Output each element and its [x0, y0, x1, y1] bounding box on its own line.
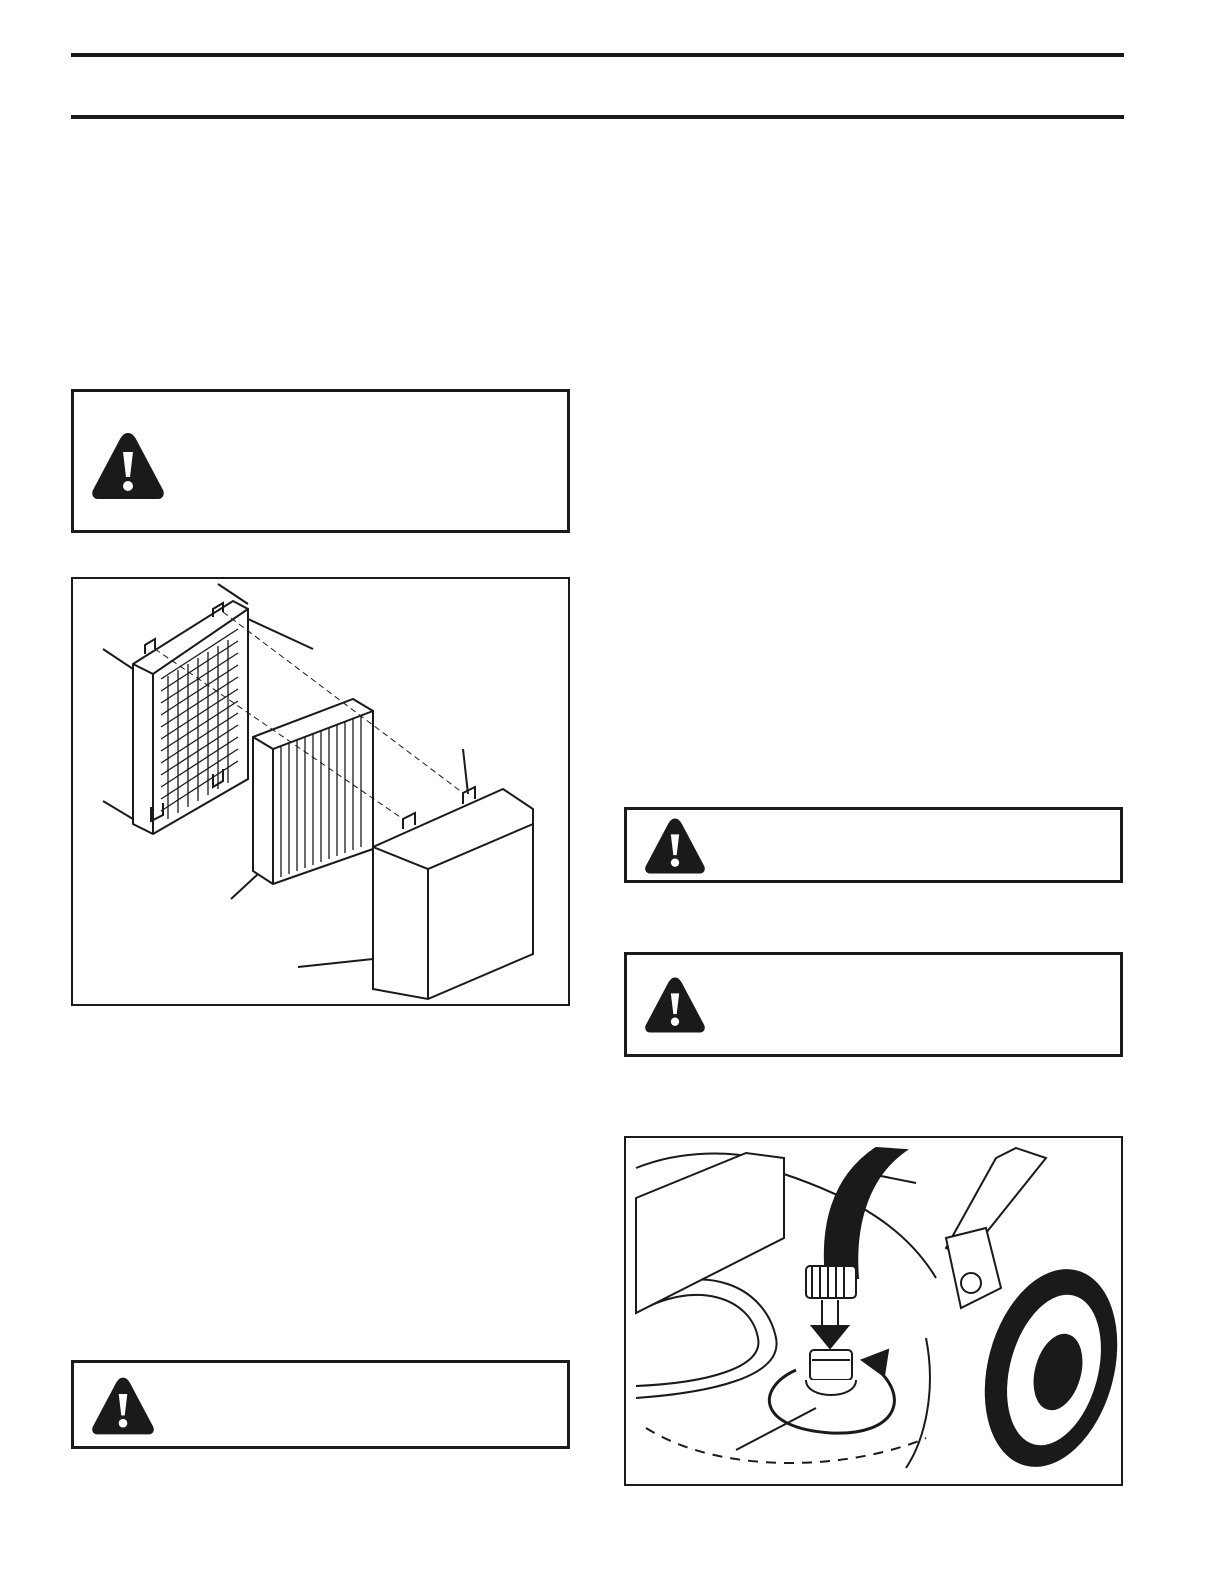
- warning-box-1: [71, 389, 570, 533]
- header-bottom-rule: [71, 115, 1124, 119]
- air-filter-exploded-illustration: [73, 579, 570, 1006]
- hose-washout-port-illustration: [626, 1138, 1123, 1486]
- warning-triangle-icon: [643, 816, 707, 876]
- warning-box-2: [624, 807, 1123, 883]
- warning-triangle-icon: [90, 430, 166, 502]
- hose-washout-figure: [624, 1136, 1123, 1486]
- air-filter-figure: [71, 577, 570, 1006]
- warning-box-3: [624, 952, 1123, 1057]
- warning-triangle-icon: [643, 975, 707, 1035]
- warning-box-4: [71, 1360, 570, 1449]
- header-band: [71, 57, 1124, 115]
- warning-triangle-icon: [90, 1375, 156, 1437]
